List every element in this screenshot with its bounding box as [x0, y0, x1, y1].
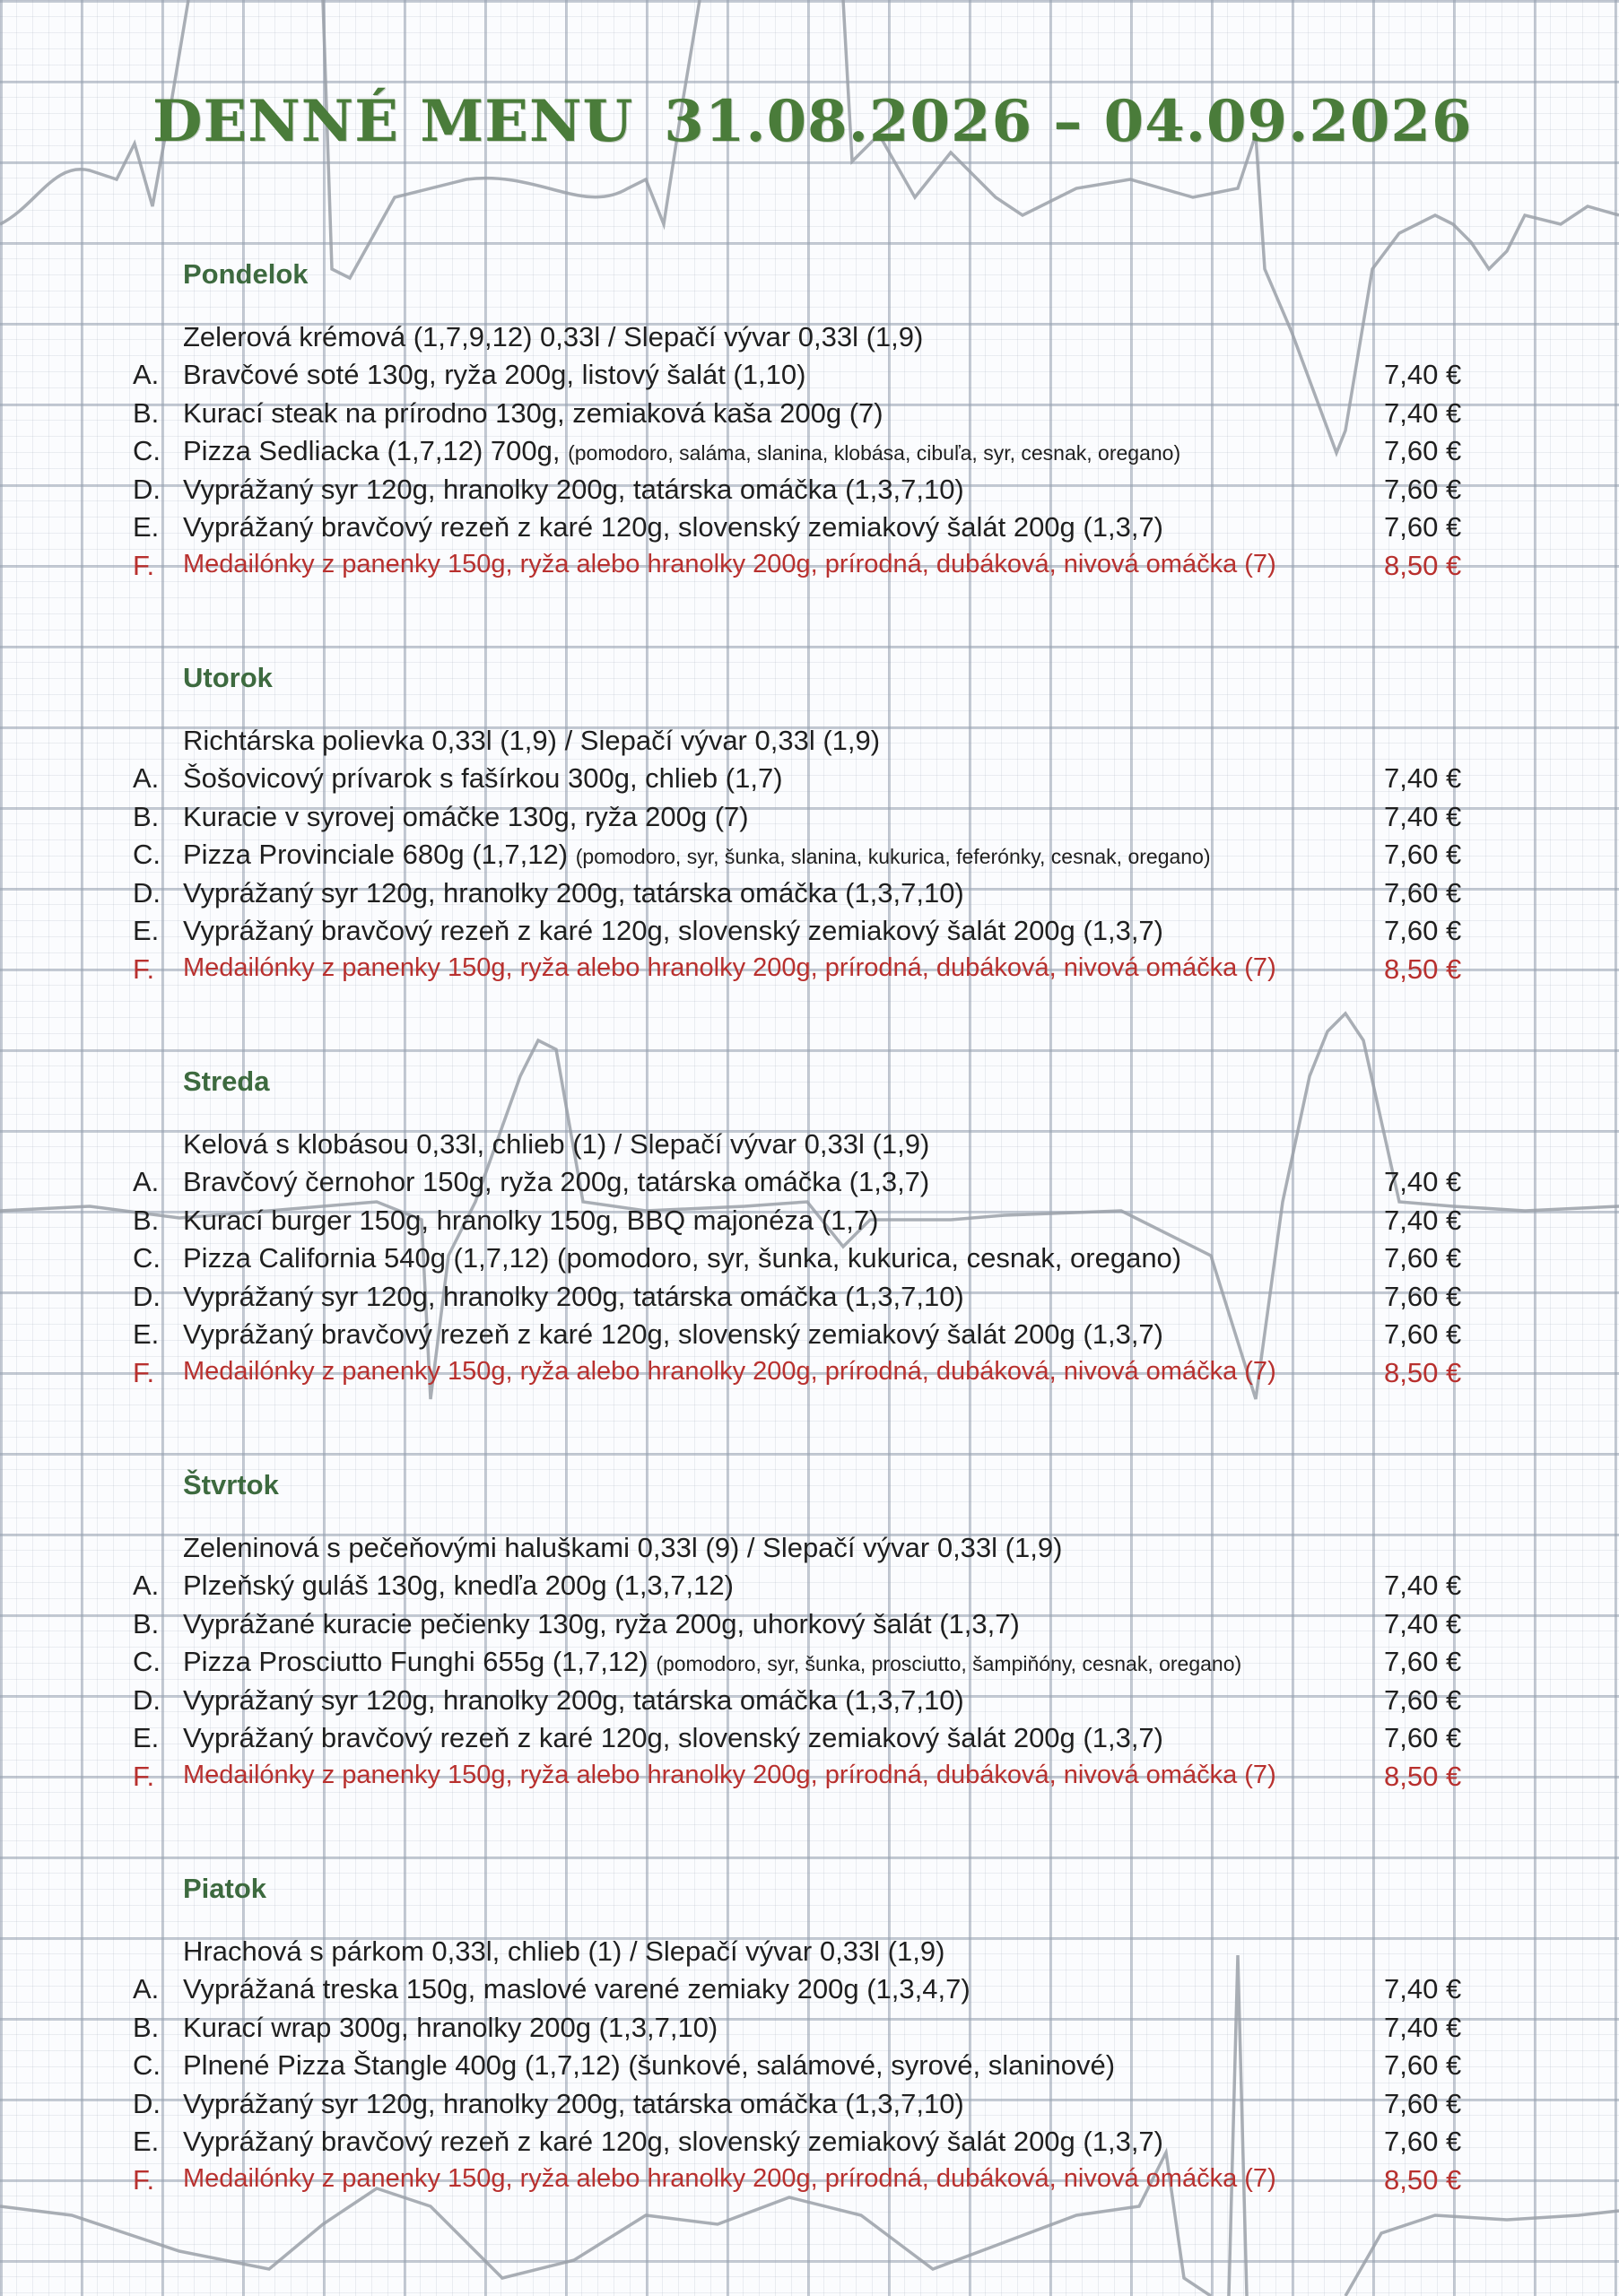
- menu-item-description: Bravčové soté 130g, ryža 200g, listový šalát (1,10): [183, 359, 806, 390]
- menu-item-letter: E.: [133, 915, 160, 946]
- menu-item-text: [183, 2164, 1276, 2194]
- menu-item-letter: C.: [133, 435, 161, 466]
- menu-item-letter: D.: [133, 473, 161, 505]
- menu-item-letter: A.: [133, 1570, 160, 1601]
- menu-item-letter: A.: [133, 762, 160, 794]
- menu-item-text: [183, 2088, 964, 2120]
- menu-item-price: 7,60 €: [1384, 2087, 1462, 2119]
- menu-item-price: 7,40 €: [1384, 762, 1462, 794]
- menu-item-text: [183, 2049, 1115, 2082]
- menu-item-price: 7,40 €: [1384, 1166, 1462, 1197]
- menu-item-row: [0, 1357, 1619, 1393]
- menu-item-row: [0, 1973, 1619, 2009]
- menu-item-row: [0, 2012, 1619, 2048]
- menu-item-description: Medailónky z panenky 150g, ryža alebo hranolky 200g, prírodná, dubáková, nivová omáčka (7): [183, 952, 1276, 982]
- menu-item-row: [0, 1205, 1619, 1240]
- menu-item-row: [0, 435, 1619, 471]
- menu-item-text: [183, 1166, 929, 1198]
- menu-title-text: DENNÉ MENU: [152, 88, 634, 155]
- menu-item-price: 7,60 €: [1384, 473, 1462, 505]
- menu-item-row: [0, 2126, 1619, 2161]
- menu-item-letter: C.: [133, 1646, 161, 1677]
- menu-item-row: [0, 801, 1619, 837]
- menu-item-row: [0, 1608, 1619, 1644]
- menu-item-price: 7,60 €: [1384, 839, 1462, 870]
- menu-item-price: 7,40 €: [1384, 2011, 1462, 2043]
- menu-item-row: [0, 953, 1619, 989]
- menu-item-text: [183, 435, 1180, 467]
- menu-item-row: [0, 550, 1619, 586]
- menu-item-letter: C.: [133, 1242, 161, 1274]
- menu-item-price: 7,40 €: [1384, 800, 1462, 832]
- menu-item-row: [0, 1570, 1619, 1605]
- menu-item-description: Vyprážaný bravčový rezeň z karé 120g, slovenský zemiakový šalát 200g (1,3,7): [183, 1722, 1163, 1753]
- menu-item-letter: D.: [133, 1683, 161, 1716]
- menu-item-letter: B.: [133, 1607, 160, 1639]
- menu-item-price: 7,60 €: [1384, 1280, 1462, 1312]
- menu-item-description: Medailónky z panenky 150g, ryža alebo hranolky 200g, prírodná, dubáková, nivová omáčka (7): [183, 549, 1276, 578]
- menu-item-text: [183, 1973, 971, 2005]
- menu-item-price: 8,50 €: [1384, 1760, 1462, 1792]
- menu-item-letter: E.: [133, 511, 160, 543]
- day-name: Piatok: [183, 1873, 267, 1904]
- day-section: [0, 258, 1619, 635]
- menu-item-description: Pizza Sedliacka (1,7,12) 700g,: [183, 435, 561, 466]
- menu-item-text: [183, 1205, 878, 1237]
- menu-item-text: [183, 877, 964, 909]
- menu-item-row: [0, 915, 1619, 951]
- menu-item-row: [0, 2164, 1619, 2200]
- menu-item-letter: C.: [133, 839, 161, 870]
- menu-item-description: Pizza California 540g (1,7,12) (pomodoro, syr, šunka, kukurica, cesnak, oregano): [183, 1242, 1182, 1274]
- menu-item-description: Kurací burger 150g, hranolky 150g, BBQ majonéza (1,7): [183, 1204, 879, 1236]
- menu-item-ingredients: (pomodoro, saláma, slanina, klobása, cibuľa, syr, cesnak, oregano): [568, 441, 1181, 465]
- menu-item-letter: B.: [133, 2011, 160, 2043]
- menu-item-text: [183, 1242, 1181, 1274]
- menu-item-price: 7,60 €: [1384, 2126, 1462, 2157]
- menu-item-row: [0, 1166, 1619, 1202]
- menu-item-letter: F.: [133, 1356, 155, 1388]
- menu-item-row: [0, 1281, 1619, 1317]
- soup-of-the-day: Zeleninová s pečeňovými haluškami 0,33l (9) / Slepačí vývar 0,33l (1,9): [183, 1532, 1063, 1563]
- menu-item-row: [0, 1761, 1619, 1796]
- menu-item-description: Vyprážaný bravčový rezeň z karé 120g, slovenský zemiakový šalát 200g (1,3,7): [183, 1318, 1163, 1350]
- menu-item-price: 7,60 €: [1384, 1318, 1462, 1350]
- menu-item-description: Vyprážaná treska 150g, maslové varené zemiaky 200g (1,3,4,7): [183, 1973, 971, 2005]
- menu-item-text: [183, 397, 883, 430]
- menu-item-price: 7,60 €: [1384, 2049, 1462, 2081]
- menu-item-letter: D.: [133, 876, 161, 909]
- menu-item-letter: F.: [133, 2163, 155, 2196]
- menu-item-price: 7,60 €: [1384, 876, 1462, 909]
- menu-item-text: [183, 511, 1163, 544]
- menu-item-ingredients: (pomodoro, syr, šunka, slanina, kukurica, feferónky, cesnak, oregano): [575, 845, 1211, 868]
- menu-item-letter: E.: [133, 1318, 160, 1350]
- menu-item-price: 7,60 €: [1384, 1646, 1462, 1677]
- menu-item-price: 8,50 €: [1384, 1356, 1462, 1388]
- menu-item-price: 7,60 €: [1384, 435, 1462, 466]
- menu-item-price: 7,40 €: [1384, 1607, 1462, 1639]
- menu-date-range: 31.08.2026 – 04.09.2026: [664, 88, 1473, 155]
- menu-item-row: [0, 1722, 1619, 1758]
- menu-item-description: Medailónky z panenky 150g, ryža alebo hranolky 200g, prírodná, dubáková, nivová omáčka (7): [183, 1356, 1276, 1386]
- menu-item-row: [0, 2049, 1619, 2085]
- menu-item-price: 8,50 €: [1384, 2163, 1462, 2196]
- menu-item-row: [0, 762, 1619, 798]
- day-section: [0, 1873, 1619, 2249]
- menu-item-letter: A.: [133, 1166, 160, 1197]
- menu-item-text: [183, 1357, 1276, 1387]
- menu-item-price: 7,40 €: [1384, 1570, 1462, 1601]
- menu-item-description: Medailónky z panenky 150g, ryža alebo hranolky 200g, prírodná, dubáková, nivová omáčka (7): [183, 2163, 1276, 2193]
- menu-item-price: 7,60 €: [1384, 915, 1462, 946]
- menu-item-row: [0, 877, 1619, 913]
- menu-item-price: 7,40 €: [1384, 359, 1462, 390]
- menu-item-row: [0, 839, 1619, 874]
- menu-item-description: Vyprážaný bravčový rezeň z karé 120g, slovenský zemiakový šalát 200g (1,3,7): [183, 915, 1163, 946]
- menu-item-price: 7,60 €: [1384, 1242, 1462, 1274]
- menu-item-row: [0, 511, 1619, 547]
- menu-item-description: Šošovicový prívarok s fašírkou 300g, chlieb (1,7): [183, 762, 783, 794]
- menu-item-description: Vyprážaný syr 120g, hranolky 200g, tatárska omáčka (1,3,7,10): [183, 2087, 964, 2119]
- menu-item-text: [183, 915, 1163, 947]
- day-name: Utorok: [183, 662, 273, 693]
- menu-item-text: [183, 953, 1276, 983]
- menu-item-row: [0, 1318, 1619, 1354]
- day-section: [0, 1065, 1619, 1442]
- menu-item-letter: B.: [133, 1204, 160, 1236]
- menu-item-row: [0, 2088, 1619, 2124]
- menu-item-description: Kuracie v syrovej omáčke 130g, ryža 200g (7): [183, 800, 749, 832]
- menu-item-text: [183, 1608, 1020, 1640]
- menu-item-description: Vyprážaný syr 120g, hranolky 200g, tatárska omáčka (1,3,7,10): [183, 1683, 964, 1716]
- menu-item-row: [0, 474, 1619, 509]
- soup-of-the-day: Zelerová krémová (1,7,9,12) 0,33l / Slepačí vývar 0,33l (1,9): [183, 321, 924, 352]
- menu-item-description: Vyprážané kuracie pečienky 130g, ryža 200g, uhorkový šalát (1,3,7): [183, 1607, 1020, 1639]
- menu-item-description: Kurací wrap 300g, hranolky 200g (1,3,7,10): [183, 2011, 718, 2043]
- menu-item-ingredients: (pomodoro, syr, šunka, prosciutto, šampiňóny, cesnak, oregano): [656, 1652, 1242, 1675]
- menu-item-text: [183, 359, 805, 391]
- day-section: [0, 662, 1619, 1039]
- day-name: Štvrtok: [183, 1469, 279, 1500]
- menu-item-description: Kurací steak na prírodno 130g, zemiaková kaša 200g (7): [183, 396, 883, 429]
- menu-item-letter: F.: [133, 952, 155, 985]
- menu-item-text: [183, 1646, 1241, 1678]
- menu-item-description: Plnené Pizza Štangle 400g (1,7,12) (šunkové, salámové, syrové, slaninové): [183, 2049, 1116, 2081]
- menu-item-letter: D.: [133, 1280, 161, 1312]
- menu-item-price: 7,60 €: [1384, 511, 1462, 543]
- menu-item-description: Vyprážaný syr 120g, hranolky 200g, tatárska omáčka (1,3,7,10): [183, 473, 964, 505]
- day-name: Streda: [183, 1065, 270, 1097]
- menu-item-letter: D.: [133, 2087, 161, 2119]
- menu-item-letter: B.: [133, 396, 160, 429]
- menu-item-row: [0, 359, 1619, 395]
- menu-item-text: [183, 550, 1276, 579]
- menu-item-description: Pizza Prosciutto Funghi 655g (1,7,12): [183, 1646, 648, 1677]
- menu-item-text: [183, 474, 964, 506]
- menu-item-price: 7,40 €: [1384, 396, 1462, 429]
- day-section: [0, 1469, 1619, 1846]
- menu-item-letter: A.: [133, 1973, 160, 2005]
- menu-item-description: Bravčový černohor 150g, ryža 200g, tatárska omáčka (1,3,7): [183, 1166, 930, 1197]
- menu-item-price: 8,50 €: [1384, 549, 1462, 581]
- menu-item-text: [183, 1761, 1276, 1790]
- menu-item-row: [0, 1646, 1619, 1682]
- menu-item-text: [183, 1722, 1163, 1754]
- menu-item-text: [183, 2012, 718, 2044]
- menu-item-letter: E.: [133, 1722, 160, 1753]
- menu-item-row: [0, 1684, 1619, 1720]
- menu-item-text: [183, 762, 783, 795]
- menu-title: [152, 88, 1498, 155]
- soup-of-the-day: Richtárska polievka 0,33l (1,9) / Slepačí vývar 0,33l (1,9): [183, 725, 881, 756]
- day-name: Pondelok: [183, 258, 309, 290]
- menu-item-letter: A.: [133, 359, 160, 390]
- menu-item-price: 7,60 €: [1384, 1722, 1462, 1753]
- menu-item-price: 7,60 €: [1384, 1683, 1462, 1716]
- menu-item-letter: F.: [133, 549, 155, 581]
- menu-item-text: [183, 1318, 1163, 1351]
- menu-item-description: Vyprážaný syr 120g, hranolky 200g, tatárska omáčka (1,3,7,10): [183, 876, 964, 909]
- menu-item-price: 8,50 €: [1384, 952, 1462, 985]
- menu-item-text: [183, 839, 1211, 871]
- menu-item-text: [183, 1281, 964, 1313]
- menu-item-letter: E.: [133, 2126, 160, 2157]
- menu-item-price: 7,40 €: [1384, 1204, 1462, 1236]
- menu-item-price: 7,40 €: [1384, 1973, 1462, 2005]
- menu-item-description: Vyprážaný bravčový rezeň z karé 120g, slovenský zemiakový šalát 200g (1,3,7): [183, 511, 1163, 543]
- menu-item-text: [183, 2126, 1163, 2158]
- menu-item-row: [0, 397, 1619, 433]
- soup-of-the-day: Kelová s klobásou 0,33l, chlieb (1) / Slepačí vývar 0,33l (1,9): [183, 1128, 930, 1160]
- menu-item-row: [0, 1242, 1619, 1278]
- menu-item-letter: C.: [133, 2049, 161, 2081]
- menu-item-description: Vyprážaný bravčový rezeň z karé 120g, slovenský zemiakový šalát 200g (1,3,7): [183, 2126, 1163, 2157]
- menu-item-description: Pizza Provinciale 680g (1,7,12): [183, 839, 569, 870]
- menu-item-description: Medailónky z panenky 150g, ryža alebo hranolky 200g, prírodná, dubáková, nivová omáčka (7): [183, 1760, 1276, 1789]
- menu-item-description: Plzeňský guláš 130g, knedľa 200g (1,3,7,12): [183, 1570, 734, 1601]
- menu-item-letter: B.: [133, 800, 160, 832]
- menu-item-text: [183, 801, 749, 833]
- soup-of-the-day: Hrachová s párkom 0,33l, chlieb (1) / Slepačí vývar 0,33l (1,9): [183, 1935, 945, 1967]
- menu-item-letter: F.: [133, 1760, 155, 1792]
- menu-item-description: Vyprážaný syr 120g, hranolky 200g, tatárska omáčka (1,3,7,10): [183, 1280, 964, 1312]
- menu-item-text: [183, 1570, 734, 1602]
- menu-item-text: [183, 1684, 964, 1717]
